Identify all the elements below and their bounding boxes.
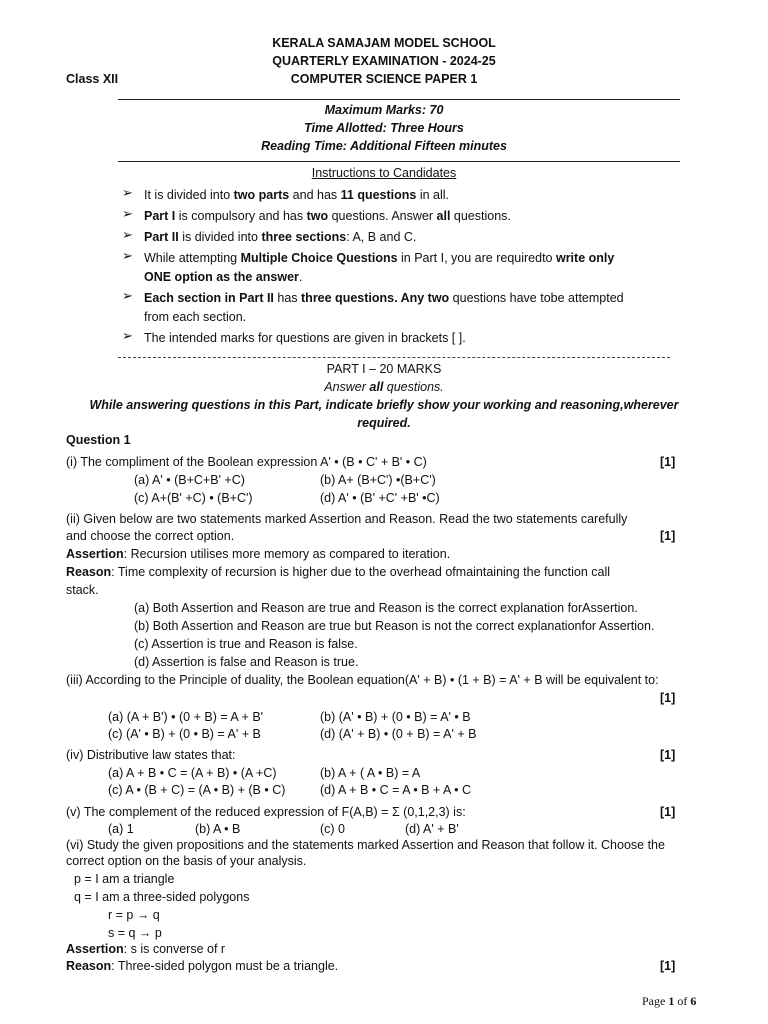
q1-iv-option-b: (b) A + ( A • B) = A xyxy=(320,766,421,780)
instr-text: is divided into xyxy=(178,230,262,244)
part1-title: PART I – 20 MARKS xyxy=(326,362,442,376)
q1-vi-marks: [1] xyxy=(660,959,676,973)
part1-answer-all xyxy=(0,380,768,394)
instr-bold: ONE option as the answer xyxy=(144,270,299,284)
assertion-label: Assertion xyxy=(66,942,124,956)
q1-iv-option-a: (a) A + B • C = (A + B) • (A +C) xyxy=(108,766,277,780)
q1-ii-reason xyxy=(66,565,610,579)
q1-ii-assertion xyxy=(66,547,450,561)
instr-text: in all. xyxy=(416,188,450,202)
max-marks: Maximum Marks: 70 xyxy=(324,103,444,117)
q1-vi-line2: correct option on the basis of your analysis. xyxy=(66,854,307,868)
arrowhead-bullet-icon: ➢ xyxy=(122,328,133,343)
instr-bold: Part I xyxy=(144,209,176,223)
instr-bold: three sections xyxy=(261,230,347,244)
instr-text: It is divided into xyxy=(144,188,234,202)
arrowhead-bullet-icon: ➢ xyxy=(122,185,133,200)
instruction-2 xyxy=(144,206,511,226)
instr-bold: three questions. Any two xyxy=(301,291,450,305)
q1-iv-marks: [1] xyxy=(660,748,676,762)
q1-iv-option-c: (c) A • (B + C) = (A • B) + (B • C) xyxy=(108,783,286,797)
class-label: Class XII xyxy=(66,72,119,86)
reason-text: : Three-sided polygon must be a triangle. xyxy=(111,959,339,973)
dashed-divider xyxy=(118,357,670,358)
q1-v-option-c: (c) 0 xyxy=(320,822,345,836)
q1-i-option-d: (d) A' • (B' +C' +B' •C) xyxy=(320,491,440,505)
part1-note-line1: While answering questions in this Part, indicate briefly show your working and reasoning,wherever xyxy=(89,398,679,412)
page-total: 6 xyxy=(690,994,697,1008)
q1-ii-line1: (ii) Given below are two statements marked Assertion and Reason. Read the two statements carefully xyxy=(66,512,628,526)
school-name: KERALA SAMAJAM MODEL SCHOOL xyxy=(272,36,496,50)
q1-v-marks: [1] xyxy=(660,805,676,819)
instr-text: questions. Answer xyxy=(328,209,437,223)
divider-mid xyxy=(118,161,680,162)
instruction-5 xyxy=(144,288,624,308)
q1-vi-assertion xyxy=(66,942,225,956)
q1-i-marks: [1] xyxy=(660,455,676,469)
q1-ii-option-b: (b) Both Assertion and Reason are true but Reason is not the correct explanationfor Assertion. xyxy=(134,619,655,633)
instr-bold: all xyxy=(436,209,451,223)
q1-vi-prop-r: r = p → q xyxy=(108,908,160,922)
q1-ii-option-d: (d) Assertion is false and Reason is true. xyxy=(134,655,359,669)
q1-ii-marks: [1] xyxy=(660,529,676,543)
assertion-text: : Recursion utilises more memory as compared to iteration. xyxy=(123,547,451,561)
instr-text: . xyxy=(298,270,303,284)
q1-i-option-c: (c) A+(B' +C) • (B+C') xyxy=(134,491,253,505)
instr-text: has xyxy=(273,291,302,305)
text: questions. xyxy=(383,380,444,394)
arrowhead-bullet-icon: ➢ xyxy=(122,248,133,263)
exam-title: QUARTERLY EXAMINATION - 2024-25 xyxy=(272,54,496,68)
divider-top xyxy=(118,99,680,100)
q1-vi-prop-q: q = I am a three-sided polygons xyxy=(74,890,250,904)
instr-text: While attempting xyxy=(144,251,241,265)
instruction-4-cont xyxy=(144,267,302,287)
q1-v-option-b: (b) A • B xyxy=(195,822,241,836)
q1-iii-option-d: (d) (A' + B) • (0 + B) = A' + B xyxy=(320,727,477,741)
q1-v-option-d: (d) A' + B' xyxy=(405,822,459,836)
paper-title: COMPUTER SCIENCE PAPER 1 xyxy=(290,72,478,86)
q1-v-text: (v) The complement of the reduced expression of F(A,B) = Σ (0,1,2,3) is: xyxy=(66,805,466,819)
page-prefix: Page xyxy=(642,994,669,1008)
q1-i-option-a: (a) A' • (B+C+B' +C) xyxy=(134,473,245,487)
q1-iii-option-a: (a) (A + B') • (0 + B) = A + B' xyxy=(108,710,264,724)
reason-label: Reason xyxy=(66,959,112,973)
instr-bold: two xyxy=(306,209,329,223)
instr-text: questions. xyxy=(450,209,511,223)
instr-bold: two parts xyxy=(233,188,290,202)
q1-i-text: (i) The compliment of the Boolean expression A' • (B • C' + B' • C) xyxy=(66,455,427,469)
instructions-title: Instructions to Candidates xyxy=(311,166,457,180)
q1-v-option-a: (a) 1 xyxy=(108,822,134,836)
q1-iii-option-c: (c) (A' • B) + (0 • B) = A' + B xyxy=(108,727,261,741)
instr-text: in Part I, you are requiredto xyxy=(397,251,556,265)
question-1-label: Question 1 xyxy=(66,433,131,447)
q1-vi-prop-p: p = I am a triangle xyxy=(74,872,175,886)
instr-text: and has xyxy=(289,188,341,202)
page-number xyxy=(642,994,696,1009)
instr-bold: write only xyxy=(555,251,615,265)
time-allotted: Time Allotted: Three Hours xyxy=(304,121,464,135)
q1-iii-text: (iii) According to the Principle of duality, the Boolean equation(A' + B) • (1 + B) = A' + B will be equivalent to: xyxy=(66,673,659,687)
arrowhead-bullet-icon: ➢ xyxy=(122,288,133,303)
q1-vi-reason xyxy=(66,959,338,973)
q1-vi-prop-s: s = q → p xyxy=(108,926,162,940)
assertion-label: Assertion xyxy=(66,547,124,561)
instruction-6: The intended marks for questions are given in brackets [ ]. xyxy=(144,331,466,345)
q1-iii-marks: [1] xyxy=(660,691,676,705)
instr-bold: Part II xyxy=(144,230,179,244)
q1-ii-option-a: (a) Both Assertion and Reason are true and Reason is the correct explanation forAssertion. xyxy=(134,601,638,615)
q1-iii-option-b: (b) (A' • B) + (0 • B) = A' • B xyxy=(320,710,471,724)
q1-ii-reason-cont: stack. xyxy=(66,583,99,597)
q1-iv-option-d: (d) A + B • C = A • B + A • C xyxy=(320,783,472,797)
q1-i-option-b: (b) A+ (B+C') •(B+C') xyxy=(320,473,436,487)
q1-ii-option-c: (c) Assertion is true and Reason is false. xyxy=(134,637,358,651)
page-current: 1 xyxy=(668,994,675,1008)
text: Answer xyxy=(324,380,370,394)
instruction-3 xyxy=(144,227,416,247)
instruction-5-cont: from each section. xyxy=(144,310,247,324)
reason-label: Reason xyxy=(66,565,112,579)
instruction-4 xyxy=(144,248,614,268)
instr-text: is compulsory and has xyxy=(175,209,307,223)
part1-note-line2: required. xyxy=(357,416,411,430)
reading-time: Reading Time: Additional Fifteen minutes xyxy=(261,139,507,153)
instr-text: : A, B and C. xyxy=(346,230,417,244)
instr-bold: Multiple Choice Questions xyxy=(240,251,398,265)
arrowhead-bullet-icon: ➢ xyxy=(122,206,133,221)
assertion-text: : s is converse of r xyxy=(123,942,226,956)
instr-text: questions have tobe attempted xyxy=(449,291,624,305)
instr-bold: 11 questions xyxy=(340,188,417,202)
q1-ii-line2: and choose the correct option. xyxy=(66,529,235,543)
page-of: of xyxy=(674,994,691,1008)
reason-text: : Time complexity of recursion is higher due to the overhead ofmaintaining the function call xyxy=(111,565,611,579)
q1-vi-line1: (vi) Study the given propositions and the statements marked Assertion and Reason that follow it. Choose the xyxy=(66,838,665,852)
instruction-1 xyxy=(144,185,449,205)
q1-iv-text: (iv) Distributive law states that: xyxy=(66,748,236,762)
bold-text: all xyxy=(369,380,384,394)
instr-bold: Each section in Part II xyxy=(144,291,274,305)
arrowhead-bullet-icon: ➢ xyxy=(122,227,133,242)
